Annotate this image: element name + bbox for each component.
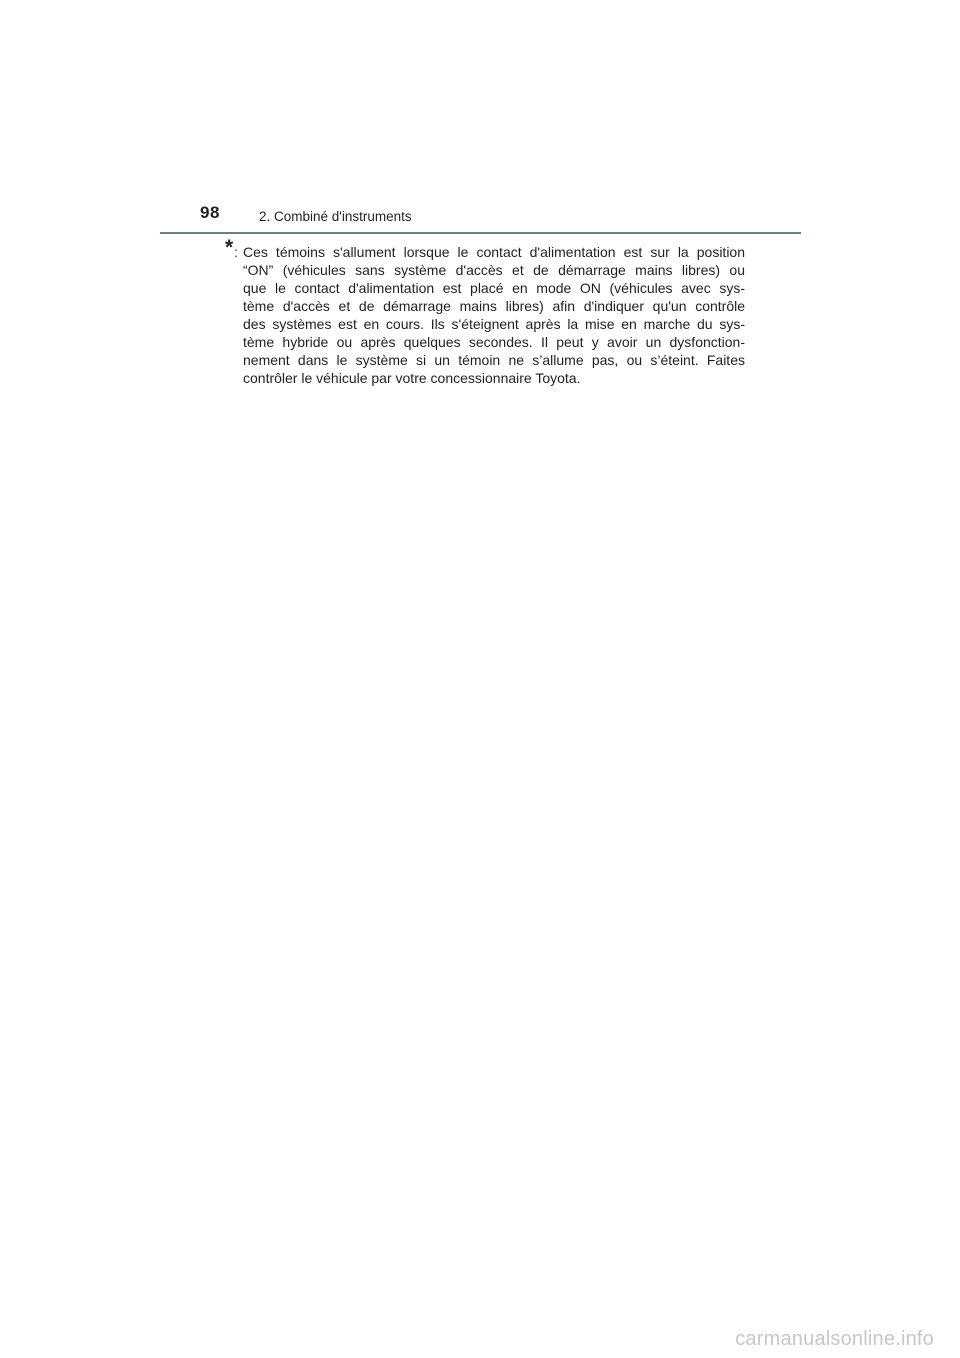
chapter-title: 2. Combiné d'instruments	[259, 209, 412, 224]
footnote-line: que le contact d'alimentation est placé en mode ON (véhicules avec sys-	[243, 280, 745, 296]
footnote-separator: :	[234, 244, 238, 260]
footnote-line: “ON” (véhicules sans système d'accès et de démarrage mains libres) ou	[243, 262, 745, 278]
footnote-line: tème hybride ou après quelques secondes. Il peut y avoir un dysfonction-	[243, 334, 745, 350]
footnote-line: Ces témoins s'allument lorsque le contact d'alimentation est sur la position	[243, 244, 745, 260]
footnote-line: nement dans le système si un témoin ne s’allume pas, ou s’éteint. Faites	[243, 352, 745, 368]
footnote-marker: *	[225, 236, 234, 259]
footnote-line: tème d'accès et de démarrage mains libres) afin d'indiquer qu'un contrôle	[243, 298, 745, 314]
page-number: 98	[200, 203, 220, 222]
watermark-link[interactable]: carmanualsonline.info	[735, 1328, 934, 1350]
footnote-line: contrôler le véhicule par votre concessionnaire Toyota.	[243, 370, 581, 386]
footnote-line: des systèmes est en cours. Ils s'éteignent après la mise en marche du sys-	[243, 316, 745, 332]
header-rule	[160, 232, 801, 234]
